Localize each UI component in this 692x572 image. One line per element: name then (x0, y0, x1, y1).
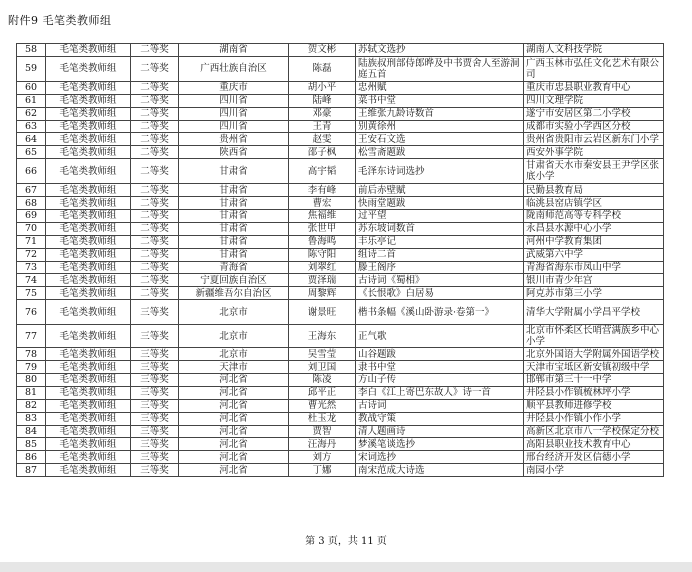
cell-region: 甘肃省 (179, 210, 289, 223)
table-row (17, 261, 664, 274)
cell-name: 王海东 (289, 325, 356, 348)
cell-award: 三等奖 (131, 348, 179, 361)
cell-group: 毛笔类教师组 (46, 348, 131, 361)
cell-work-title: 毛泽东诗词选抄 (356, 159, 524, 184)
cell-region: 甘肃省 (179, 235, 289, 248)
table-row (17, 44, 664, 57)
cell-region: 甘肃省 (179, 222, 289, 235)
cell-award: 二等奖 (131, 94, 179, 107)
cell-name: 汪海丹 (289, 438, 356, 451)
cell-unit: 广西玉林市弘任文化艺术有限公司 (524, 56, 664, 81)
cell-award: 三等奖 (131, 451, 179, 464)
cell-work-title: 王安石文选 (356, 133, 524, 146)
cell-number: 66 (17, 159, 46, 184)
table-row (17, 386, 664, 399)
cell-work-title: 丰乐亭记 (356, 235, 524, 248)
table-row (17, 81, 664, 94)
cell-group: 毛笔类教师组 (46, 300, 131, 325)
cell-region: 北京市 (179, 348, 289, 361)
cell-group: 毛笔类教师组 (46, 361, 131, 374)
cell-number: 87 (17, 464, 46, 477)
cell-award: 三等奖 (131, 386, 179, 399)
cell-work-title: 王维张九龄诗数首 (356, 107, 524, 120)
cell-award: 二等奖 (131, 274, 179, 287)
cell-name: 陈守阳 (289, 248, 356, 261)
viewer-bottom-band (0, 562, 692, 572)
cell-unit: 井陉县小作镇梳林坪小学 (524, 386, 664, 399)
cell-group: 毛笔类教师组 (46, 120, 131, 133)
page-number: 第 3 页，共 11 页 (305, 536, 387, 547)
cell-group: 毛笔类教师组 (46, 287, 131, 300)
cell-unit: 遂宁市安居区第二小学校 (524, 107, 664, 120)
cell-award: 二等奖 (131, 44, 179, 57)
cell-group: 毛笔类教师组 (46, 184, 131, 197)
cell-name: 刘方 (289, 451, 356, 464)
cell-number: 59 (17, 56, 46, 81)
cell-region: 四川省 (179, 107, 289, 120)
cell-name: 陈凌 (289, 374, 356, 387)
cell-award: 三等奖 (131, 361, 179, 374)
cell-unit: 永昌县水源中心小学 (524, 222, 664, 235)
cell-number: 77 (17, 325, 46, 348)
cell-unit: 邢台经济开发区信德小学 (524, 451, 664, 464)
table-row (17, 425, 664, 438)
cell-name: 王青 (289, 120, 356, 133)
cell-name: 贾泽瑞 (289, 274, 356, 287)
cell-award: 二等奖 (131, 184, 179, 197)
cell-unit: 西安外事学院 (524, 146, 664, 159)
cell-region: 河北省 (179, 464, 289, 477)
cell-region: 青海省 (179, 261, 289, 274)
cell-region: 广西壮族自治区 (179, 56, 289, 81)
cell-number: 82 (17, 399, 46, 412)
cell-number: 78 (17, 348, 46, 361)
cell-unit: 邯郸市第三十一中学 (524, 374, 664, 387)
cell-award: 二等奖 (131, 81, 179, 94)
cell-unit: 甘肃省天水市秦安县王尹学区张底小学 (524, 159, 664, 184)
cell-work-title: 古诗词《蜀相》 (356, 274, 524, 287)
cell-award: 三等奖 (131, 300, 179, 325)
table-row (17, 274, 664, 287)
cell-group: 毛笔类教师组 (46, 235, 131, 248)
cell-unit: 北京外国语大学附属外国语学校 (524, 348, 664, 361)
cell-award: 三等奖 (131, 438, 179, 451)
cell-unit: 成都市实验小学西区分校 (524, 120, 664, 133)
cell-work-title: 教战守策 (356, 412, 524, 425)
cell-name: 张世甲 (289, 222, 356, 235)
cell-number: 79 (17, 361, 46, 374)
cell-unit: 湖南人文科技学院 (524, 44, 664, 57)
cell-group: 毛笔类教师组 (46, 261, 131, 274)
cell-unit: 贵州省贵阳市云岩区新东门小学 (524, 133, 664, 146)
cell-region: 贵州省 (179, 133, 289, 146)
cell-name: 贾智 (289, 425, 356, 438)
cell-unit: 陇南师范高等专科学校 (524, 210, 664, 223)
cell-number: 65 (17, 146, 46, 159)
cell-group: 毛笔类教师组 (46, 386, 131, 399)
cell-unit: 南园小学 (524, 464, 664, 477)
cell-work-title: 楷书条幅《溪山卧游录·卷第一》 (356, 300, 524, 325)
cell-region: 北京市 (179, 300, 289, 325)
cell-region: 河北省 (179, 412, 289, 425)
cell-award: 二等奖 (131, 146, 179, 159)
document-header: 附件9 毛笔类教师组 (8, 14, 112, 27)
cell-number: 85 (17, 438, 46, 451)
table-row (17, 361, 664, 374)
cell-work-title: 正气歌 (356, 325, 524, 348)
table-row (17, 210, 664, 223)
table-row (17, 133, 664, 146)
cell-name: 刘卫国 (289, 361, 356, 374)
cell-unit: 阿克苏市第三小学 (524, 287, 664, 300)
cell-group: 毛笔类教师组 (46, 325, 131, 348)
cell-number: 74 (17, 274, 46, 287)
cell-group: 毛笔类教师组 (46, 464, 131, 477)
cell-group: 毛笔类教师组 (46, 94, 131, 107)
cell-name: 刘翠红 (289, 261, 356, 274)
cell-work-title: 忠州赋 (356, 81, 524, 94)
cell-region: 河北省 (179, 451, 289, 464)
cell-group: 毛笔类教师组 (46, 438, 131, 451)
cell-work-title: 《长恨歌》白居易 (356, 287, 524, 300)
cell-award: 二等奖 (131, 210, 179, 223)
cell-name: 邵子枫 (289, 146, 356, 159)
cell-unit: 河州中学教育集团 (524, 235, 664, 248)
cell-name: 高宇韬 (289, 159, 356, 184)
cell-award: 二等奖 (131, 248, 179, 261)
cell-number: 67 (17, 184, 46, 197)
cell-group: 毛笔类教师组 (46, 197, 131, 210)
cell-unit: 青海省海东市凤山中学 (524, 261, 664, 274)
cell-award: 三等奖 (131, 374, 179, 387)
cell-unit: 顺平县教师进修学校 (524, 399, 664, 412)
cell-number: 61 (17, 94, 46, 107)
cell-name: 谢景旺 (289, 300, 356, 325)
cell-number: 84 (17, 425, 46, 438)
cell-award: 二等奖 (131, 56, 179, 81)
cell-name: 鲁海鸣 (289, 235, 356, 248)
cell-region: 河北省 (179, 386, 289, 399)
cell-number: 62 (17, 107, 46, 120)
awards-table-body (17, 44, 664, 477)
awards-table-container (16, 43, 663, 477)
cell-unit: 武威第六中学 (524, 248, 664, 261)
cell-number: 71 (17, 235, 46, 248)
table-row (17, 107, 664, 120)
cell-number: 72 (17, 248, 46, 261)
cell-unit: 重庆市忠县职业教育中心 (524, 81, 664, 94)
cell-work-title: 清人题画诗 (356, 425, 524, 438)
cell-number: 81 (17, 386, 46, 399)
cell-name: 丁娜 (289, 464, 356, 477)
cell-group: 毛笔类教师组 (46, 107, 131, 120)
cell-name: 曹宏 (289, 197, 356, 210)
cell-region: 北京市 (179, 325, 289, 348)
cell-award: 三等奖 (131, 325, 179, 348)
cell-number: 70 (17, 222, 46, 235)
cell-work-title: 苏东坡词数首 (356, 222, 524, 235)
cell-number: 75 (17, 287, 46, 300)
table-row (17, 287, 664, 300)
cell-work-title: 方山子传 (356, 374, 524, 387)
cell-award: 二等奖 (131, 261, 179, 274)
cell-group: 毛笔类教师组 (46, 248, 131, 261)
table-row (17, 399, 664, 412)
cell-unit: 高新区北京市八一学校保定分校 (524, 425, 664, 438)
table-row (17, 374, 664, 387)
cell-unit: 天津市宝坻区新安镇初级中学 (524, 361, 664, 374)
cell-number: 68 (17, 197, 46, 210)
cell-work-title: 组诗二首 (356, 248, 524, 261)
cell-group: 毛笔类教师组 (46, 274, 131, 287)
cell-unit: 高阳县职业技术教育中心 (524, 438, 664, 451)
cell-unit: 民勤县教育局 (524, 184, 664, 197)
cell-region: 四川省 (179, 120, 289, 133)
cell-unit: 井陉县小作镇小作小学 (524, 412, 664, 425)
cell-group: 毛笔类教师组 (46, 146, 131, 159)
cell-name: 贺文彬 (289, 44, 356, 57)
cell-number: 58 (17, 44, 46, 57)
cell-number: 69 (17, 210, 46, 223)
table-row (17, 184, 664, 197)
cell-group: 毛笔类教师组 (46, 210, 131, 223)
cell-region: 甘肃省 (179, 197, 289, 210)
cell-name: 邓豪 (289, 107, 356, 120)
cell-region: 湖南省 (179, 44, 289, 57)
cell-name: 陈磊 (289, 56, 356, 81)
cell-number: 64 (17, 133, 46, 146)
table-row (17, 348, 664, 361)
table-row (17, 94, 664, 107)
table-row (17, 451, 664, 464)
cell-work-title: 南宋范成大诗选 (356, 464, 524, 477)
cell-region: 四川省 (179, 94, 289, 107)
cell-work-title: 别黄徐州 (356, 120, 524, 133)
cell-work-title: 苏轼文选抄 (356, 44, 524, 57)
cell-region: 甘肃省 (179, 248, 289, 261)
cell-number: 76 (17, 300, 46, 325)
table-row (17, 146, 664, 159)
cell-name: 赵雯 (289, 133, 356, 146)
cell-work-title: 山谷题跋 (356, 348, 524, 361)
cell-award: 二等奖 (131, 235, 179, 248)
cell-number: 80 (17, 374, 46, 387)
cell-number: 60 (17, 81, 46, 94)
cell-group: 毛笔类教师组 (46, 44, 131, 57)
cell-region: 河北省 (179, 399, 289, 412)
cell-award: 三等奖 (131, 412, 179, 425)
cell-award: 三等奖 (131, 425, 179, 438)
cell-work-title: 快雨堂题跋 (356, 197, 524, 210)
cell-unit: 北京市怀柔区长哨营满族乡中心小学 (524, 325, 664, 348)
cell-award: 三等奖 (131, 464, 179, 477)
cell-region: 河北省 (179, 438, 289, 451)
table-row (17, 300, 664, 325)
cell-name: 李有峰 (289, 184, 356, 197)
table-row (17, 325, 664, 348)
table-row (17, 120, 664, 133)
cell-group: 毛笔类教师组 (46, 399, 131, 412)
table-row (17, 412, 664, 425)
cell-award: 二等奖 (131, 159, 179, 184)
cell-name: 周黎辉 (289, 287, 356, 300)
cell-work-title: 陆族叔刑部侍郎晔及中书贾舍人至游洞庭五首 (356, 56, 524, 81)
cell-group: 毛笔类教师组 (46, 133, 131, 146)
cell-number: 63 (17, 120, 46, 133)
cell-name: 邱平正 (289, 386, 356, 399)
cell-region: 河北省 (179, 425, 289, 438)
cell-region: 陕西省 (179, 146, 289, 159)
cell-work-title: 滕王阁序 (356, 261, 524, 274)
cell-name: 陆峰 (289, 94, 356, 107)
cell-number: 86 (17, 451, 46, 464)
cell-name: 焦福维 (289, 210, 356, 223)
cell-region: 河北省 (179, 374, 289, 387)
cell-work-title: 梦溪笔谈选抄 (356, 438, 524, 451)
cell-award: 二等奖 (131, 287, 179, 300)
cell-region: 重庆市 (179, 81, 289, 94)
cell-region: 甘肃省 (179, 159, 289, 184)
cell-name: 吴雪莹 (289, 348, 356, 361)
cell-work-title: 李白《江上寄巴东故人》诗一首 (356, 386, 524, 399)
table-row (17, 222, 664, 235)
cell-work-title: 松雪斋题跋 (356, 146, 524, 159)
cell-unit: 银川市青少年宫 (524, 274, 664, 287)
cell-number: 83 (17, 412, 46, 425)
cell-unit: 四川文理学院 (524, 94, 664, 107)
cell-name: 胡小平 (289, 81, 356, 94)
table-row (17, 197, 664, 210)
cell-group: 毛笔类教师组 (46, 56, 131, 81)
cell-award: 二等奖 (131, 120, 179, 133)
cell-award: 二等奖 (131, 107, 179, 120)
cell-group: 毛笔类教师组 (46, 159, 131, 184)
table-row (17, 438, 664, 451)
cell-award: 三等奖 (131, 399, 179, 412)
cell-work-title: 隶书中堂 (356, 361, 524, 374)
cell-unit: 清华大学附属小学昌平学校 (524, 300, 664, 325)
table-row (17, 235, 664, 248)
cell-region: 甘肃省 (179, 184, 289, 197)
cell-work-title: 宋词选抄 (356, 451, 524, 464)
cell-number: 73 (17, 261, 46, 274)
cell-group: 毛笔类教师组 (46, 425, 131, 438)
cell-name: 杜玉龙 (289, 412, 356, 425)
table-row (17, 248, 664, 261)
cell-group: 毛笔类教师组 (46, 222, 131, 235)
cell-region: 天津市 (179, 361, 289, 374)
cell-award: 二等奖 (131, 222, 179, 235)
cell-work-title: 过平望 (356, 210, 524, 223)
cell-work-title: 菜书中堂 (356, 94, 524, 107)
cell-group: 毛笔类教师组 (46, 374, 131, 387)
cell-group: 毛笔类教师组 (46, 451, 131, 464)
cell-unit: 临洮县窑店镇学区 (524, 197, 664, 210)
awards-table (16, 43, 664, 477)
cell-award: 二等奖 (131, 197, 179, 210)
cell-name: 曹光然 (289, 399, 356, 412)
cell-work-title: 前后赤壁赋 (356, 184, 524, 197)
table-row (17, 56, 664, 81)
cell-award: 二等奖 (131, 133, 179, 146)
cell-region: 新疆维吾尔自治区 (179, 287, 289, 300)
cell-region: 宁夏回族自治区 (179, 274, 289, 287)
table-row (17, 159, 664, 184)
cell-group: 毛笔类教师组 (46, 81, 131, 94)
cell-work-title: 古诗词 (356, 399, 524, 412)
table-row (17, 464, 664, 477)
cell-group: 毛笔类教师组 (46, 412, 131, 425)
